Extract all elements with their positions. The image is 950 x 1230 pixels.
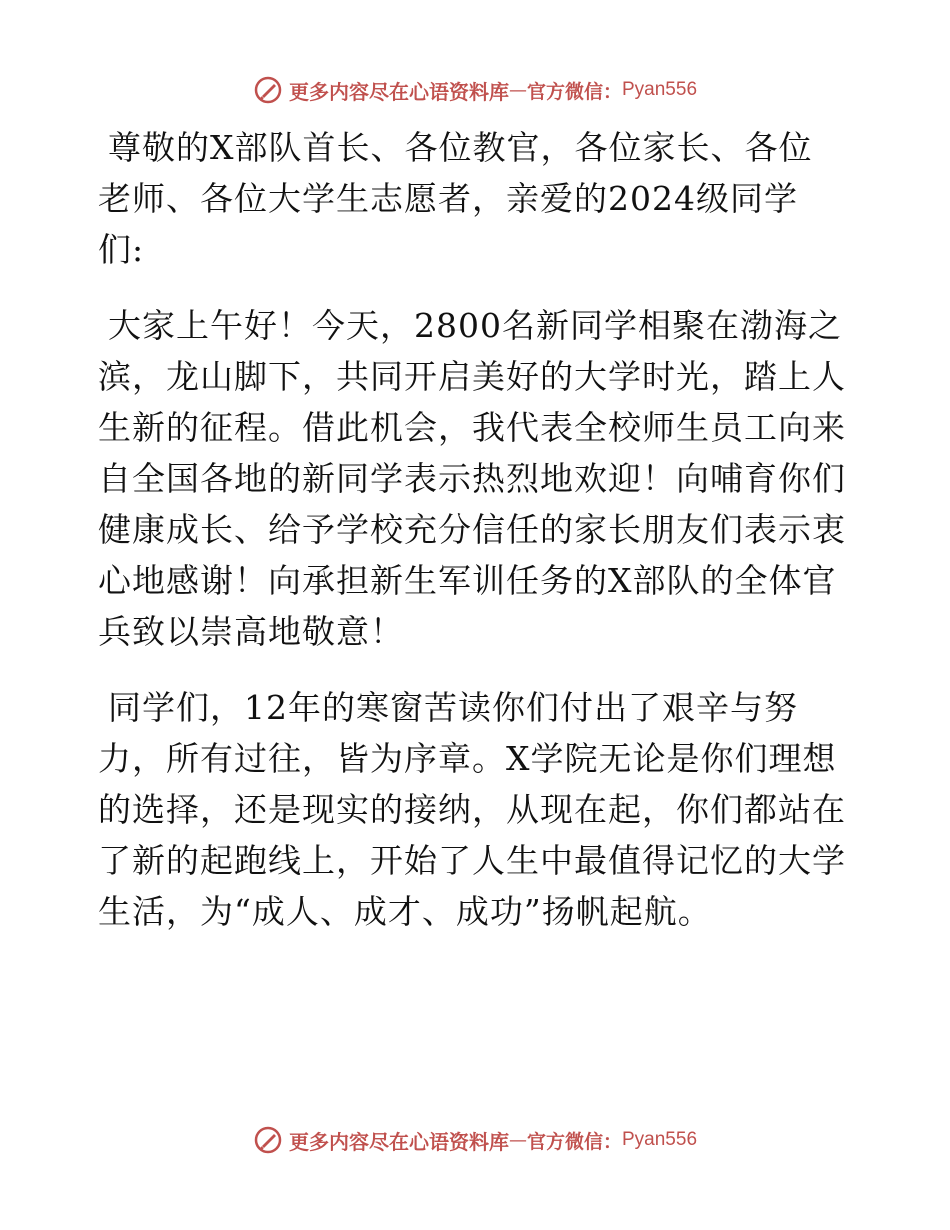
- text-line: 尊敬的X部队首长、各位教官，各位家长、各位: [108, 128, 813, 167]
- watermark-wechat-label: 官方微信：: [526, 1130, 622, 1153]
- header-watermark: [0, 70, 950, 110]
- watermark-separator: —: [508, 1129, 527, 1151]
- text-line: 自全国各地的新同学表示热烈地欢迎！向哺育你们: [98, 459, 846, 498]
- watermark-wechat-label: 官方微信：: [526, 80, 622, 103]
- text-line: 同学们，12年的寒窗苦读你们付出了艰辛与努: [108, 688, 798, 727]
- text-line: 生活，为“成人、成才、成功”扬帆起航。: [98, 892, 712, 931]
- text-line: 大家上午好！今天，2800名新同学相聚在渤海之: [108, 306, 842, 345]
- text-line: 生新的征程。借此机会，我代表全校师生员工向来: [98, 408, 846, 447]
- text-line: 力，所有过往，皆为序章。X学院无论是你们理想: [98, 739, 837, 778]
- footer-watermark: [0, 1120, 950, 1160]
- text-line: 健康成长、给予学校充分信任的家长朋友们表示衷: [98, 510, 846, 549]
- paragraph-salutation: [98, 122, 858, 275]
- pen-circle-logo-icon: [253, 75, 283, 105]
- watermark-account: Pyan556: [622, 1129, 698, 1150]
- text-line: 心地感谢！向承担新生军训任务的X部队的全体官: [98, 561, 837, 600]
- watermark-brand: 更多内容尽在心语资料库: [288, 79, 509, 104]
- watermark-brand: 更多内容尽在心语资料库: [288, 1129, 509, 1154]
- pen-circle-logo-icon: [253, 1125, 283, 1155]
- paragraph-welcome: [98, 300, 858, 657]
- text-line: 滨，龙山脚下，共同开启美好的大学时光，踏上人: [98, 357, 846, 396]
- text-line: 老师、各位大学生志愿者，亲爱的2024级同学: [98, 179, 798, 218]
- document-body: [98, 122, 858, 962]
- text-line: 的选择，还是现实的接纳，从现在起，你们都站在: [98, 790, 846, 829]
- text-line: 们:: [98, 230, 145, 269]
- paragraph-students: [98, 682, 858, 937]
- text-line: 兵致以崇高地敬意！: [98, 612, 404, 651]
- text-line: 了新的起跑线上，开始了人生中最值得记忆的大学: [98, 841, 846, 880]
- watermark-account: Pyan556: [622, 79, 698, 100]
- watermark-separator: —: [508, 79, 527, 101]
